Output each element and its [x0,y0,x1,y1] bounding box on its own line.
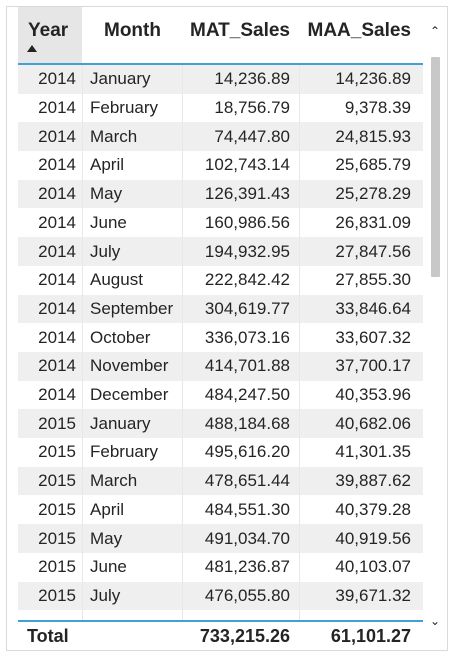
table-row[interactable] [18,151,423,180]
table-row[interactable] [18,180,423,209]
header-mat-sales[interactable] [182,7,299,63]
cell-year: 2015 [38,442,76,462]
table-row[interactable] [18,524,423,553]
cell-month: April [90,499,125,519]
cell-mat-sales: 478,651.44 [204,471,290,491]
table-row[interactable] [18,266,423,295]
cell-year: 2014 [38,184,76,204]
total-maa-sales: 61,101.27 [330,625,411,646]
cell-month: July [90,585,121,605]
cell-year: 2014 [38,385,76,405]
header-year[interactable] [18,7,82,63]
cell-year: 2015 [38,413,76,433]
column-separator [299,65,300,620]
table-row[interactable] [18,209,423,238]
cell-mat-sales: 102,743.14 [204,155,290,175]
cell-year: 2015 [38,471,76,491]
table-row[interactable] [18,381,423,410]
cell-month: December [90,385,169,405]
header-month[interactable] [82,7,182,63]
cell-maa-sales: 14,236.89 [335,69,411,89]
cell-maa-sales: 25,278.29 [335,184,411,204]
table-visual [6,6,448,651]
cell-maa-sales: 33,846.64 [335,298,411,318]
cell-mat-sales: 491,034.70 [204,528,290,548]
cell-year: 2014 [38,298,76,318]
cell-mat-sales: 160,986.56 [204,212,290,232]
cell-maa-sales: 39,887.62 [335,471,411,491]
cell-mat-sales: 304,619.77 [204,298,290,318]
table-row[interactable] [18,409,423,438]
total-label: Total [27,625,69,646]
cell-maa-sales: 26,831.09 [335,212,411,232]
cell-month: June [90,212,127,232]
cell-mat-sales: 495,616.20 [204,442,290,462]
cell-year: 2015 [38,585,76,605]
cell-year: 2015 [38,557,76,577]
cell-year: 2014 [38,327,76,347]
cell-year: 2014 [38,241,76,261]
cell-maa-sales: 40,682.06 [335,413,411,433]
cell-month: January [90,69,151,89]
table-row[interactable] [18,323,423,352]
cell-month: May [90,184,123,204]
cell-month: October [90,327,151,347]
cell-mat-sales: 481,236.87 [204,557,290,577]
cell-year: 2014 [38,126,76,146]
table-row[interactable] [18,467,423,496]
cell-maa-sales: 24,815.93 [335,126,411,146]
table-row[interactable] [18,553,423,582]
cell-maa-sales: 27,847.56 [335,241,411,261]
cell-year: 2014 [38,155,76,175]
column-separator [82,65,83,620]
cell-maa-sales: 9,378.39 [344,98,411,118]
table-body[interactable] [18,65,423,620]
cell-year: 2014 [38,69,76,89]
cell-month: May [90,528,123,548]
chevron-down-icon[interactable]: ⌄ [429,614,441,628]
header-maa-sales[interactable] [299,7,423,63]
cell-mat-sales: 194,932.95 [204,241,290,261]
cell-month: June [90,557,127,577]
table-header [18,7,423,63]
cell-maa-sales: 25,685.79 [335,155,411,175]
cell-year: 2015 [38,528,76,548]
cell-mat-sales: 484,247.50 [204,385,290,405]
cell-year: 2014 [38,212,76,232]
cell-maa-sales: 40,379.28 [335,499,411,519]
table-row[interactable] [18,438,423,467]
cell-mat-sales: 74,447.80 [214,126,290,146]
header-maa-sales-label: MAA_Sales [307,20,411,41]
cell-maa-sales: 39,671.32 [335,585,411,605]
cell-month: November [90,356,169,376]
sort-ascending-icon[interactable] [27,45,37,52]
cell-maa-sales: 33,607.32 [335,327,411,347]
cell-maa-sales: 40,919.56 [335,528,411,548]
cell-month: March [90,471,138,491]
cell-year: 2014 [38,98,76,118]
table-row[interactable] [18,582,423,611]
cell-month: January [90,413,151,433]
header-year-label: Year [28,20,69,41]
table-grid [18,7,423,650]
header-mat-sales-label: MAT_Sales [190,20,290,41]
cell-month: July [90,241,121,261]
cell-month: March [90,126,138,146]
table-row[interactable] [18,496,423,525]
cell-mat-sales: 336,073.16 [204,327,290,347]
cell-year: 2015 [38,499,76,519]
cell-month: September [90,298,174,318]
cell-mat-sales: 476,055.80 [204,585,290,605]
header-month-label: Month [104,20,161,41]
cell-maa-sales: 27,855.30 [335,270,411,290]
cell-mat-sales: 414,701.88 [204,356,290,376]
chevron-up-icon[interactable]: ⌃ [429,24,441,38]
table-row[interactable] [18,65,423,94]
table-row[interactable] [18,94,423,123]
vertical-scrollbar[interactable] [427,23,443,633]
scroll-thumb[interactable] [431,57,440,277]
cell-maa-sales: 40,353.96 [335,385,411,405]
cell-year: 2014 [38,356,76,376]
cell-mat-sales: 484,551.30 [204,499,290,519]
cell-month: February [90,442,159,462]
cell-maa-sales: 37,700.17 [335,356,411,376]
column-separator [182,65,183,620]
total-mat-sales: 733,215.26 [199,625,290,646]
cell-year: 2014 [38,270,76,290]
cell-maa-sales: 41,301.35 [335,442,411,462]
cell-mat-sales: 222,842.42 [204,270,290,290]
table-row[interactable] [18,122,423,151]
table-row[interactable] [18,237,423,266]
cell-mat-sales: 488,184.68 [204,413,290,433]
cell-month: August [90,270,143,290]
cell-mat-sales: 18,756.79 [214,98,290,118]
total-row [18,622,423,650]
cell-mat-sales: 14,236.89 [214,69,290,89]
total-month [82,622,182,650]
cell-month: February [90,98,159,118]
table-row[interactable] [18,295,423,324]
cell-mat-sales: 126,391.43 [204,184,290,204]
table-row[interactable] [18,352,423,381]
cell-month: April [90,155,125,175]
cell-maa-sales: 40,103.07 [335,557,411,577]
